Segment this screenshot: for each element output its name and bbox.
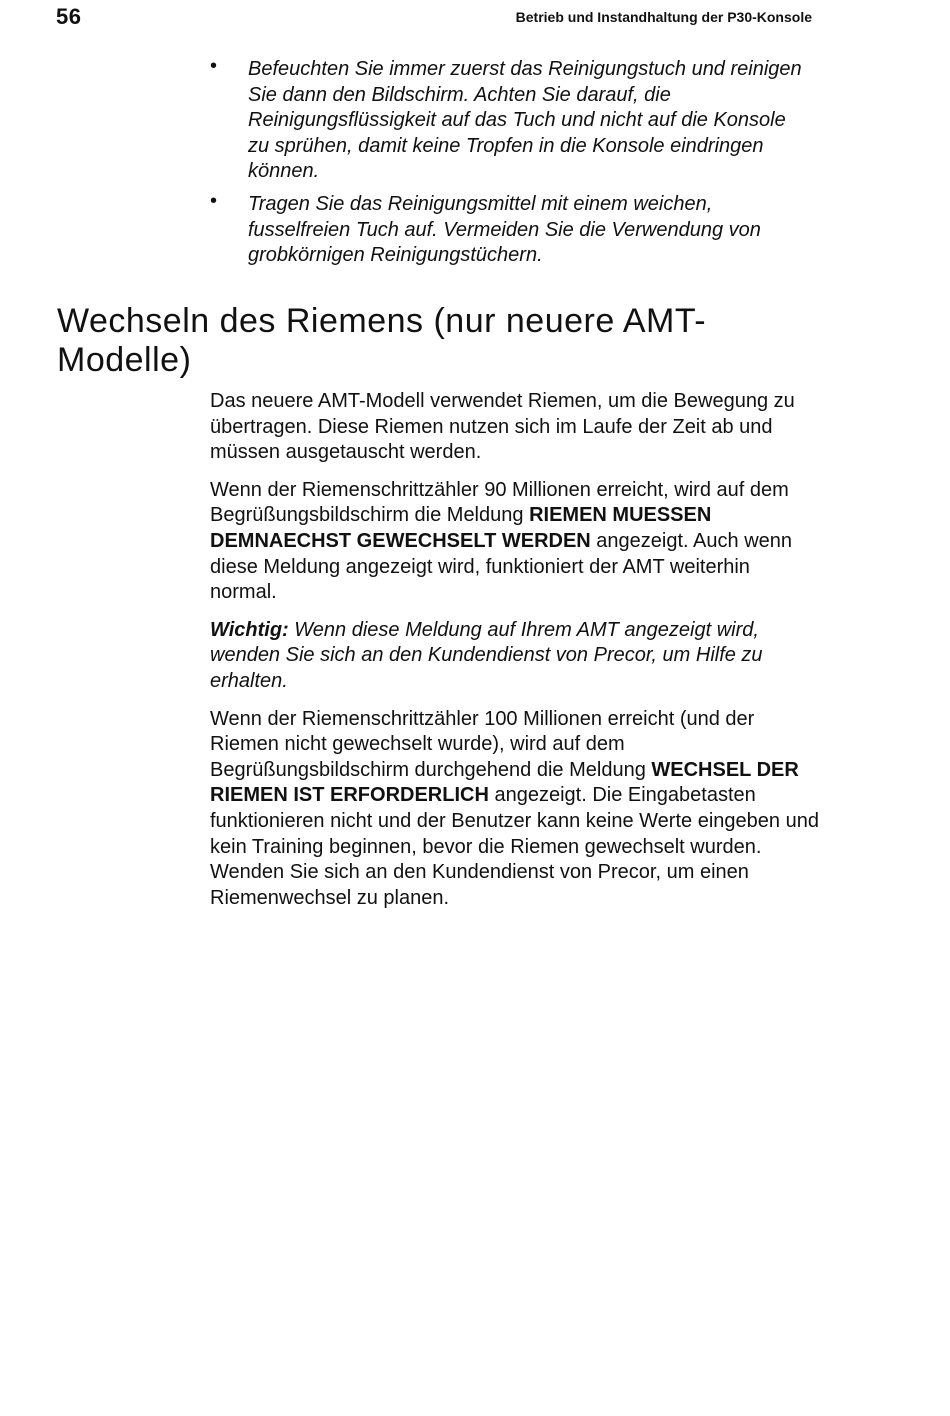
running-header: Betrieb und Instandhaltung der P30-Konsole [515,9,812,25]
bullet-text: Tragen Sie das Reinigungsmittel mit einem weichen, fusselfreien Tuch auf. Vermeiden Sie die Verwendung von grobkörnigen Reinigungstüchern. [248,192,761,267]
bullet-text: Befeuchten Sie immer zuerst das Reinigungstuch und reinigen Sie dann den Bildschirm. Achten Sie darauf, die Reinigungsflüssigkeit auf das Tuch und nicht auf die Konsole zu sprühen, damit keine Tropfen in die Konsole eindringen können. [248,58,802,183]
list-item [210,57,810,185]
paragraph-90-million [210,478,820,606]
console-message: RIEMEN MUESSEN DEMNAECHST GEWECHSELT WERDEN [210,504,712,552]
paragraph-belt-intro: Das neuere AMT-Modell verwendet Riemen, um die Bewegung zu übertragen. Diese Riemen nutzen sich im Laufe der Zeit ab und müssen ausgetauscht werden. [210,390,795,464]
bullet-marker: • [210,189,218,212]
note-text: Wenn diese Meldung auf Ihrem AMT angezeigt wird, wenden Sie sich an den Kundendienst von Precor, um Hilfe zu erhalten. [210,618,763,692]
bullet-marker: • [210,55,218,77]
list-item [210,189,810,269]
console-message: WECHSEL DER RIEMEN IST ERFORDERLICH [210,758,799,807]
important-note [210,618,820,695]
page-number: 56 [56,4,82,29]
section-heading: Wechseln des Riemens (nur neuere AMT-Modelle) [57,302,707,379]
note-label: Wichtig: [210,618,289,641]
paragraph-text: Wenn der Riemenschrittzähler 90 Millionen erreicht, wird auf dem Begrüßungsbildschirm die Meldung [210,478,789,527]
paragraph-text: angezeigt. Die Eingabetasten funktionieren nicht und der Benutzer kann keine Werte eingeben und kein Training beginnen, bevor die Riemen gewechselt wurden. Wenden Sie sich an den Kundendienst von Precor, um einen Riemenwechsel zu planen. [210,784,819,909]
paragraph-100-million [210,707,820,912]
section-body [210,389,820,923]
bullet-list [210,57,810,276]
paragraph-text: Wenn der Riemenschrittzähler 100 Millionen erreicht (und der Riemen nicht gewechselt wurde), wird auf dem Begrüßungsbildschirm durchgehend die Meldung [210,707,755,781]
paragraph-text: angezeigt. Auch wenn diese Meldung angezeigt wird, funktioniert der AMT weiterhin normal. [210,529,793,604]
